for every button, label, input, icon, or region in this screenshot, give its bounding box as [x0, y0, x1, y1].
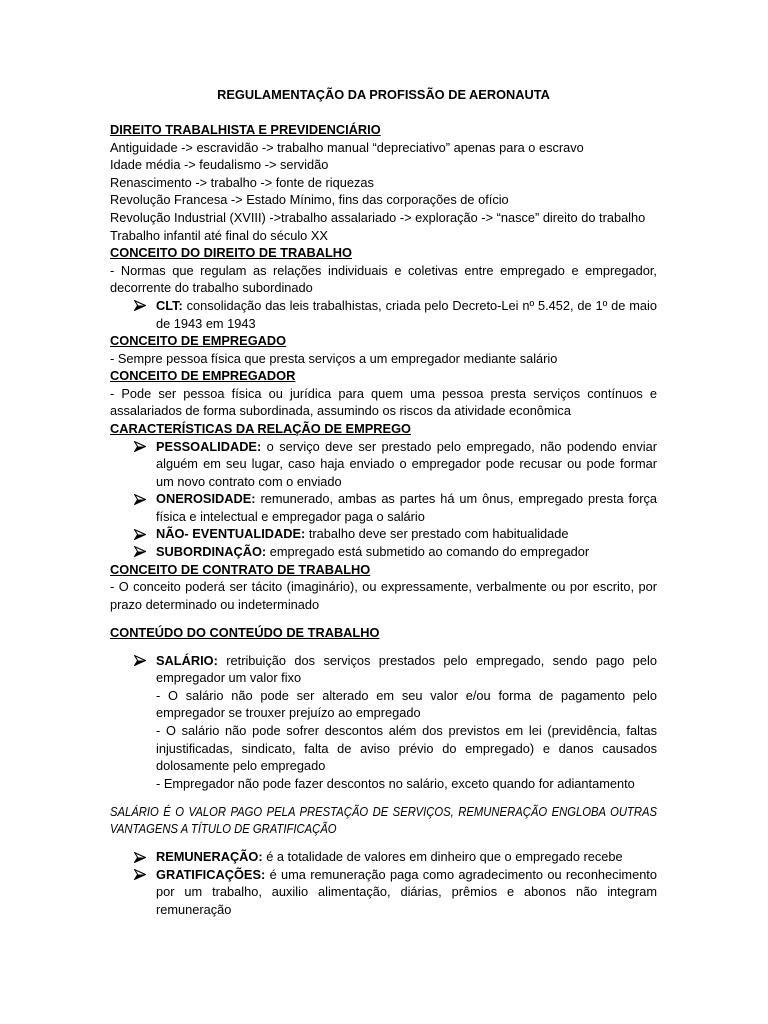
arrow-bullet-icon	[134, 494, 146, 505]
bullet-text: é a totalidade de valores em dinheiro que o empregado recebe	[266, 849, 623, 865]
highlight-paragraph	[110, 803, 657, 838]
bullet-line: empregador um valor fixo	[156, 670, 302, 686]
section-contrato	[110, 561, 657, 614]
paragraph-line: prazo determinado ou indeterminado	[110, 596, 320, 612]
section-conceito-empregado	[110, 332, 657, 367]
note-line: dolosamente pelo empregado	[156, 758, 326, 774]
arrow-bullet-icon	[134, 852, 146, 863]
note-line: - O salário não pode sofrer descontos além dos previstos em lei (previdência, faltas	[156, 723, 657, 739]
bullet-label: SALÁRIO:	[156, 652, 218, 668]
section-heading: CONCEITO DE CONTRATO DE TRABALHO	[110, 561, 371, 577]
section-heading: DIREITO TRABALHISTA E PREVIDENCIÁRIO	[110, 122, 381, 138]
paragraph-line: - O conceito poderá ser tácito (imaginário), ou expressamente, verbalmente ou por escrito, por	[110, 579, 657, 595]
bullet-text: retribuição dos serviços prestados pelo empregado, sendo pago pelo	[226, 652, 657, 668]
salario-note	[156, 687, 657, 722]
bullet-label: NÃO- EVENTUALIDADE:	[156, 526, 306, 542]
paragraph-line: - Sempre pessoa física que presta serviços a um empregador mediante salário	[110, 350, 558, 366]
bullet-label: SUBORDINAÇÃO:	[156, 544, 267, 560]
bullet-item-clt	[110, 297, 657, 332]
arrow-bullet-icon	[134, 546, 146, 557]
note-line: - Empregador não pode fazer descontos no salário, exceto quando for adiantamento	[156, 775, 635, 791]
bullet-item-onerosidade	[110, 490, 657, 525]
section-conteudo	[110, 624, 657, 919]
bullet-item-subordinacao	[110, 543, 657, 561]
document-body	[110, 86, 657, 919]
bullet-line: física e intelectual e empregador paga o salário	[156, 508, 425, 524]
paragraph-line: - Pode ser pessoa física ou jurídica para quem uma pessoa presta serviços contínuos e	[110, 385, 657, 401]
note-line: - O salário não pode ser alterado em seu valor e/ou forma de pagamento pelo	[156, 687, 657, 703]
bullet-item-nao-eventualidade	[110, 525, 657, 543]
bullet-label: GRATIFICAÇÕES:	[156, 866, 266, 882]
section-heading: CONTEÚDO DO CONTEÚDO DE TRABALHO	[110, 624, 380, 640]
bullet-line: um novo contrato com o enviado	[156, 473, 342, 489]
note-line: injustificadas, sindicato, falta de aviso prévio do empregado) e danos causados	[156, 740, 657, 756]
note-line: empregador se trouxer prejuízo ao empregado	[156, 705, 421, 721]
section-heading: CONCEITO DE EMPREGADOR	[110, 368, 296, 384]
bullet-line	[156, 866, 657, 884]
bullet-label: CLT:	[156, 297, 183, 313]
text-line: Revolução Industrial (XVIII) ->trabalho assalariado -> exploração -> “nasce” direito do trabalho	[110, 210, 646, 226]
bullet-label: PESSOALIDADE:	[156, 438, 262, 454]
bullet-text: empregado está submetido ao comando do empregador	[269, 544, 590, 560]
bullet-line	[156, 297, 657, 315]
bullet-text: trabalho deve ser prestado com habitualidade	[308, 526, 569, 542]
bullet-line	[156, 543, 657, 561]
text-line: Trabalho infantil até final do século XX	[110, 227, 328, 243]
text-line: Revolução Francesa -> Estado Mínimo, fins das corporações de ofício	[110, 192, 509, 208]
section-heading: CONCEITO DO DIREITO DE TRABALHO	[110, 245, 352, 261]
bullet-text: remunerado, ambas as partes há um ônus, empregado presta força	[260, 491, 657, 507]
salario-note	[156, 722, 657, 775]
arrow-bullet-icon	[134, 441, 146, 452]
highlight-line: SALÁRIO É O VALOR PAGO PELA PRESTAÇÃO DE SERVIÇOS, REMUNERAÇÃO ENGLOBA OUTRAS	[110, 803, 658, 819]
arrow-bullet-icon	[134, 655, 146, 666]
section-caracteristicas	[110, 420, 657, 561]
section-heading: CARACTERÍSTICAS DA RELAÇÃO DE EMPREGO	[110, 420, 411, 436]
section-conceito-empregador	[110, 367, 657, 420]
bullet-text: o serviço deve ser prestado pelo empregado, não podendo enviar	[266, 438, 657, 454]
bullet-line: alguém em seu lugar, caso haja enviado o empregador pode recusar ou pode formar	[156, 456, 657, 472]
bullet-line	[156, 652, 657, 670]
highlight-line: VANTAGENS A TÍTULO DE GRATIFICAÇÃO	[110, 821, 337, 837]
salario-note	[156, 775, 657, 793]
text-line: Idade média -> feudalismo -> servidão	[110, 157, 329, 173]
arrow-bullet-icon	[134, 869, 146, 880]
bullet-line: por um trabalho, auxilio alimentação, diárias, prêmios e abonos não integram	[156, 884, 657, 900]
bullet-item-gratificacoes	[110, 866, 657, 919]
paragraph-line: assalariados de forma subordinada, assumindo os riscos da atividade econômica	[110, 403, 571, 419]
bullet-text: consolidação das leis trabalhistas, criada pelo Decreto-Lei nº 5.452, de 1º de maio	[186, 297, 657, 313]
bullet-line: remuneração	[156, 902, 232, 917]
bullet-label: REMUNERAÇÃO:	[156, 849, 263, 865]
bullet-line	[156, 490, 657, 508]
arrow-bullet-icon	[134, 300, 146, 311]
paragraph-line: decorrente do trabalho subordinado	[110, 280, 313, 296]
bullet-item-salario	[110, 652, 657, 793]
bullet-line	[156, 848, 657, 866]
section-conceito-direito	[110, 244, 657, 332]
page-title: REGULAMENTAÇÃO DA PROFISSÃO DE AERONAUTA	[217, 87, 550, 102]
bullet-line: de 1943 em 1943	[156, 315, 256, 331]
text-line: Renascimento -> trabalho -> fonte de riquezas	[110, 174, 374, 190]
bullet-item-pessoalidade	[110, 438, 657, 491]
bullet-line	[156, 438, 657, 456]
arrow-bullet-icon	[134, 529, 146, 540]
bullet-text: é uma remuneração paga como agradecimento ou reconhecimento	[269, 866, 657, 882]
bullet-line	[156, 525, 657, 543]
section-heading: CONCEITO DE EMPREGADO	[110, 333, 287, 349]
text-line: Antiguidade -> escravidão -> trabalho manual “depreciativo” apenas para o escravo	[110, 139, 584, 155]
paragraph-line: - Normas que regulam as relações individuais e coletivas entre empregado e empregador,	[110, 262, 657, 278]
section-direito-trabalhista	[110, 121, 657, 244]
bullet-label: ONEROSIDADE:	[156, 491, 256, 507]
bullet-item-remuneracao	[110, 848, 657, 866]
